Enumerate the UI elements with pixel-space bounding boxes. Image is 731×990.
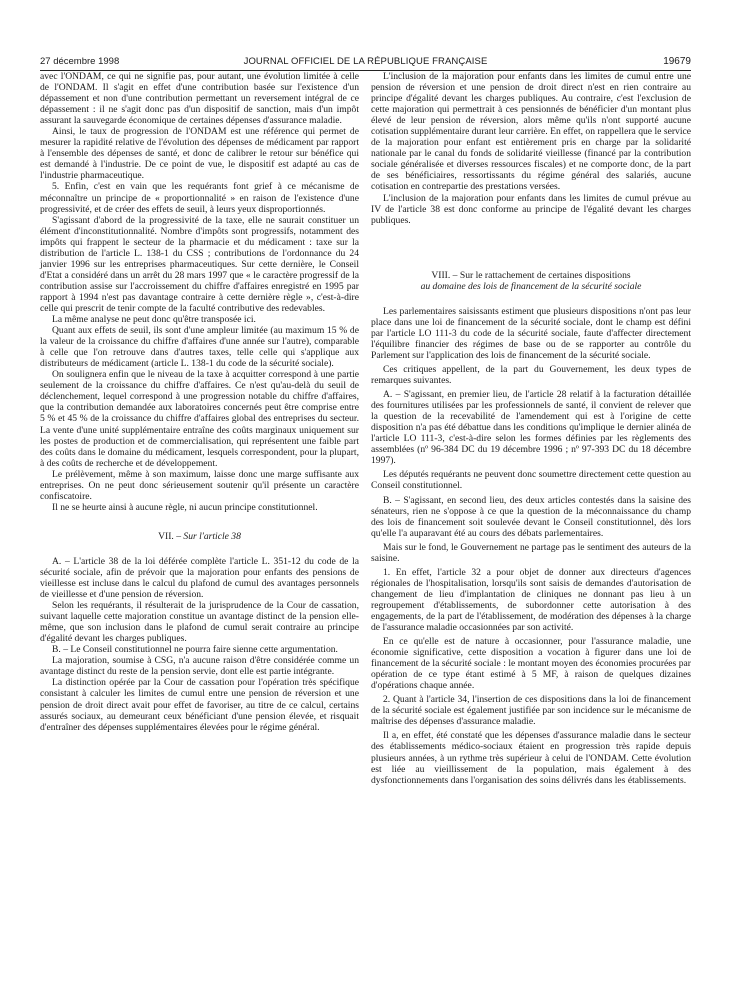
left-column — [40, 71, 359, 733]
paragraph: avec l'ONDAM, ce qui ne signifie pas, pour autant, une évolution limitée à celle de l'ONDAM. Il s'agit en effet d'une contribution basée sur l'existence d'un dépassement et non d'une contribution permettant un reversement intégral de ce dépassement : il ne s'agit donc pas d'un dispositif de sanction, mais d'un impôt assurant la sauvegarde économique de certaines dépenses d'assurance maladie. — [40, 71, 359, 127]
paragraph: Mais sur le fond, le Gouvernement ne partage pas le sentiment des auteurs de la saisine. — [371, 541, 691, 564]
paragraph: L'inclusion de la majoration pour enfants dans les limites de cumul entre une pension de réversion et une pension de droit direct n'est en rien contraire au principe d'égalité devant les charges publiques. Au contraire, c'est l'exclusion de cette majoration qui permettrait à ces pensionnés de bénéficier d'un montant plus élevé de leur pension de réversion, alors même qu'ils n'ont supporté aucune cotisation supplémentaire durant leur carrière. En effet, on rappellera que le service de la majoration pour enfant est entièrement pris en charge par la solidarité nationale par le canal du fonds de solidarité vieillesse (financé par la contribution sociale généralisée et diverses ressources fiscales) et ne comporte donc, de la part de ses bénéficiaires, ressortissants du régime général des salariés, aucune cotisation en contrepartie des prestations versées. — [371, 71, 691, 193]
paragraph: Ces critiques appellent, de la part du Gouvernement, les deux types de remarques suivantes. — [371, 363, 691, 387]
paragraph: Il ne se heurte ainsi à aucune règle, ni aucun principe constitutionnel. — [52, 501, 318, 513]
paragraph: 2. Quant à l'article 34, l'insertion de ces dispositions dans la loi de financement de la sécurité sociale est également justifiée par son incidence sur le mécanisme de maîtrise des dépenses d'assurance maladie. — [371, 694, 691, 728]
paragraph: Ainsi, le taux de progression de l'ONDAM est une référence qui permet de mesurer la rapidité relative de l'évolution des dépenses de médicament par rapport à l'ensemble des dépenses de santé, et donc de calibrer le retour sur bénéfice qui est demandé à l'industrie. De ce point de vue, le dispositif est adapté au cas de l'industrie pharmaceutique. — [40, 126, 359, 182]
section-vii-number: VII. – — [158, 530, 184, 542]
paragraph: La même analyse ne peut donc qu'être transposée ici. — [52, 314, 256, 326]
paragraph: A. – L'article 38 de la loi déférée complète l'article L. 351-12 du code de la sécurité sociale, afin de prévoir que la majoration pour enfants des pensions de vieillesse est incluse dans le calcul du plafond de cumul des avantages personnels de vieillesse et d'une pension de réversion. — [40, 555, 359, 601]
paragraph: 5. Enfin, c'est en vain que les requérants font grief à ce mécanisme de méconnaître un principe de « proportionnalité » en raison de l'existence d'une progressivité, et de créer des effets de seuil, à leurs yeux disproportionnés. — [40, 181, 359, 215]
section-viii-line1: VIII. – Sur le rattachement de certaines dispositions — [431, 269, 631, 281]
paragraph: Le prélèvement, même à son maximum, laisse donc une marge suffisante aux entreprises. On ne peut donc sérieusement soutenir qu'il présente un caractère confiscatoire. — [40, 468, 359, 502]
paragraph: Il a, en effet, été constaté que les dépenses d'assurance maladie dans le secteur des établissements médico-sociaux étaient en progression très rapide depuis plusieurs années, à un rythme très supérieur à celui de l'ONDAM. Cette évolution est liée au vieillissement de la population, mais également à des dysfonctionnements dans l'organisation des soins délivrés dans les établissements. — [371, 730, 691, 786]
paragraph: La majoration, soumise à CSG, n'a aucune raison d'être considérée comme un avantage distinct du reste de la pension servie, dont elle est partie intégrante. — [40, 655, 359, 678]
right-column — [371, 71, 691, 786]
header-date: 27 décembre 1998 — [40, 56, 120, 67]
paragraph: B. – S'agissant, en second lieu, des deux articles contestés dans la saisine des sénateurs, rien ne s'oppose à ce que la question de la méconnaissance du champ des lois de financement soit soulevée devant le Conseil constitutionnel, dès lors qu'elle l'a auparavant été au cours des débats parlementaires. — [371, 494, 691, 539]
paragraph: A. – S'agissant, en premier lieu, de l'article 28 relatif à la facturation détaillée des fournitures utilisées par les professionnels de santé, il convient de relever que la question de la recevabilité de l'amendement qui est à l'origine de cette disposition n'a pas été débattue dans les conditions qu'implique le dernier alinéa de l'article LO 111-3, c'est-à-dire selon les formes définies par les règlements des assemblées (nº 96-384 DC du 19 décembre 1996 ; nº 97-393 DC du 18 décembre 1997). — [371, 389, 691, 467]
page-header — [40, 56, 691, 68]
paragraph: Les députés requérants ne peuvent donc soumettre directement cette question au Conseil constitutionnel. — [371, 469, 691, 492]
paragraph: Quant aux effets de seuil, ils sont d'une ampleur limitée (au maximum 15 % de la valeur de la croissance du chiffre d'affaires d'une année sur l'autre), comparable à celle que l'on retrouve dans d'autres taxes, telle celle qui s'applique aux distributeurs de médicament (article L. 138-1 du code de la sécurité sociale). — [40, 325, 359, 370]
header-journal-title: JOURNAL OFFICIEL DE LA RÉPUBLIQUE FRANÇAISE — [243, 56, 488, 67]
paragraph: Les parlementaires saisissants estiment que plusieurs dispositions n'ont pas leur place dans une loi de financement de la sécurité sociale, dont le champ est défini par l'article LO 111-3 du code de la sécurité sociale, faute d'affecter directement l'équilibre financier des régimes de base ou de se rapporter au contrôle du Parlement sur l'application des lois de financement de la sécurité sociale. — [371, 305, 691, 361]
section-viii-heading — [371, 270, 691, 292]
paragraph: En ce qu'elle est de nature à occasionner, pour l'assurance maladie, une économie significative, cette disposition a vocation à figurer dans une loi de financement de la sécurité sociale : le montant moyen des économies procurées par opération de ce type étant estimé à 5 MF, à raison de quelques dizaines d'opérations chaque année. — [371, 636, 691, 692]
paragraph: L'inclusion de la majoration pour enfants dans les limites de cumul prévue au IV de l'article 38 est donc conforme au principe de l'égalité devant les charges publiques. — [371, 192, 691, 226]
paragraph: On soulignera enfin que le niveau de la taxe à acquitter correspond à une partie seulement de la croissance du chiffre d'affaires. Ce n'est qu'au-delà du seuil de déclenchement, lequel correspond à une progression notable du chiffre d'affaires, que la contribution demandée aux laboratoires concernés peut être comprise entre 5 % et 45 % de la croissance du chiffre d'affaires global des entreprises du secteur. La vente d'une unité supplémentaire entraîne des coûts marginaux uniquement sur les postes de production et de commercialisation, qui représentent une faible part des coûts dans le domaine du médicament, lesquels correspondent, pour la plupart, à des coûts de recherche et de développement. — [40, 369, 359, 469]
paragraph: Selon les requérants, il résulterait de la jurisprudence de la Cour de cassation, suivant laquelle cette majoration constitue un avantage distinct de la pension elle-même, que son inclusion dans le plafond de cumul serait contraire au principe d'égalité devant les charges publiques. — [40, 600, 359, 645]
paragraph: S'agissant d'abord de la progressivité de la taxe, elle ne saurait constituer un élément d'inconstitutionnalité. Nombre d'impôts sont progressifs, notamment des impôts qui frappent le secteur de la pharmacie et du médicament : taxe sur la distribution de l'article L. 138-1 du CSS ; contributions de l'ordonnance du 24 janvier 1996 sur les entreprises pharmaceutiques. Sur cette dernière, le Conseil d'Etat a considéré dans un arrêt du 28 mars 1997 que « le caractère progressif de la contribution assise sur l'accroissement du chiffre d'affaires enregistré en 1995 par rapport à 1994 n'est pas davantage contraire à cette dernière règle », c'est-à-dire celle qui prescrit de tenir compte de la faculté contributive des redevables. — [40, 214, 359, 314]
header-page-number: 19679 — [663, 56, 691, 67]
section-vii-heading — [40, 531, 359, 542]
paragraph: 1. En effet, l'article 32 a pour objet de donner aux directeurs d'agences régionales de l'hospitalisation, lorsqu'ils sont saisis de demandes d'autorisation de changement de lieu d'implantation de cliniques ne donnant pas lieu à un regroupement d'établissements, de subordonner cette autorisation à des engagements, de la part de l'établissement, de modération des dépenses à la charge de l'assurance maladie occasionnées par son activité. — [371, 566, 691, 634]
section-viii-line2: au domaine des lois de financement de la sécurité sociale — [420, 280, 642, 292]
paragraph: La distinction opérée par la Cour de cassation pour l'opération très spécifique consistant à calculer les limites de cumul entre une pension de réversion et une pension de droit direct avait pour effet de favoriser, au titre de ce calcul, certains assurés sociaux, au demeurant ceux bénéficiant d'une pension élevée, et risquait d'entraîner des dépenses supplémentaires élevées pour le régime général. — [40, 677, 359, 733]
section-vii-title: Sur l'article 38 — [183, 530, 241, 542]
paragraph: B. – Le Conseil constitutionnel ne pourra faire sienne cette argumentation. — [52, 644, 338, 656]
